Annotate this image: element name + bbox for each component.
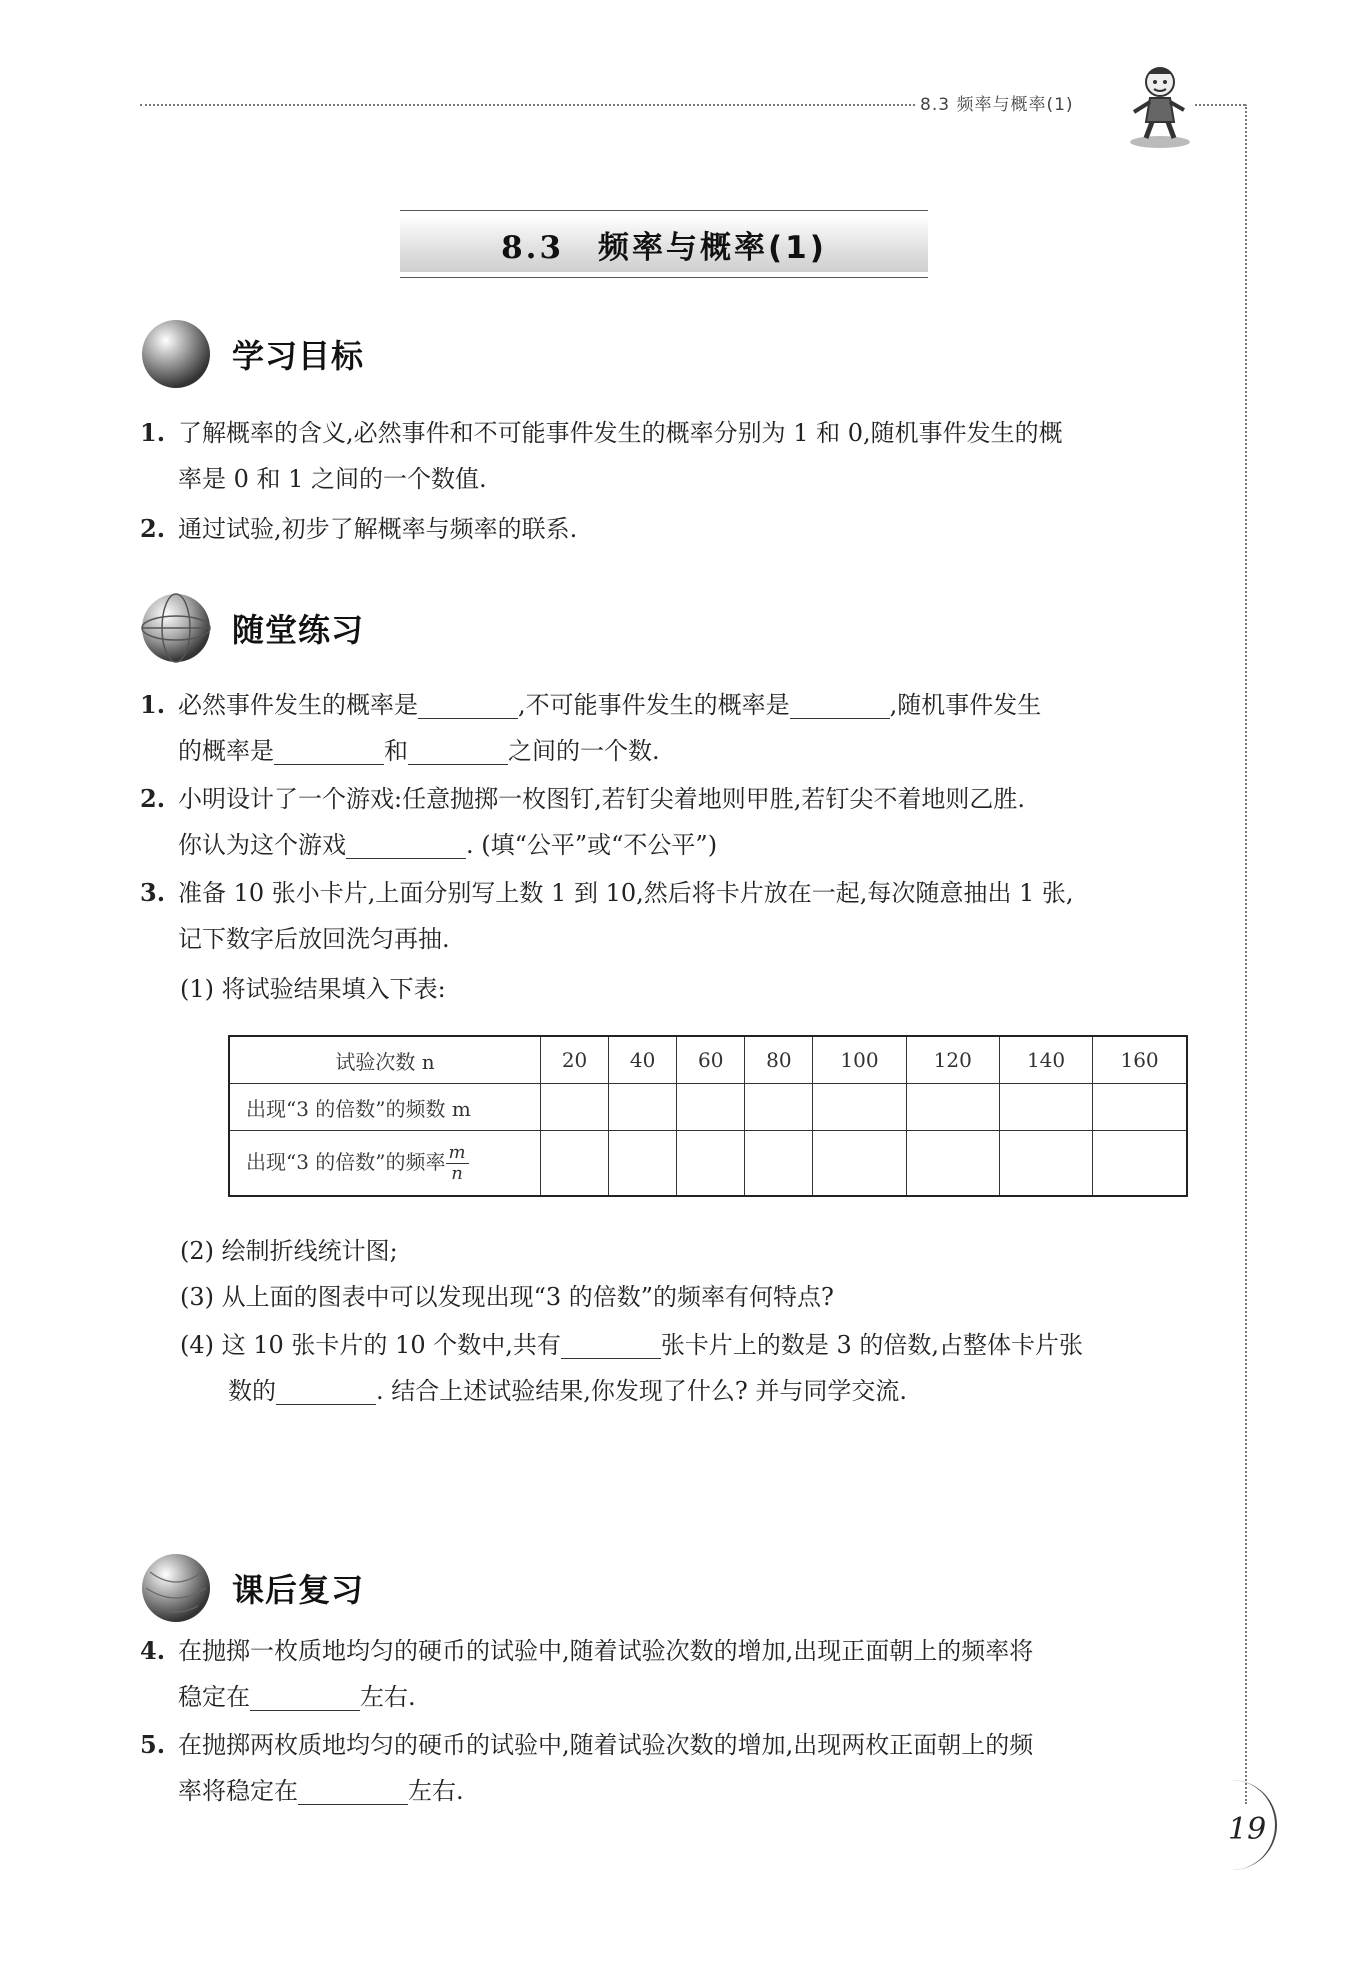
sub-question-1: (1) 将试验结果填入下表: xyxy=(180,975,446,1003)
sphere-icon xyxy=(140,1552,212,1624)
page-number: 19 xyxy=(1228,1812,1267,1847)
mascot-icon xyxy=(1120,60,1200,150)
table-input-cell[interactable] xyxy=(677,1084,745,1131)
review-question-4: 4. 在抛掷一枚质地均匀的硬币的试验中,随着试验次数的增加,出现正面朝上的频率将 稳定在 左右. xyxy=(140,1636,1034,1711)
answer-blank[interactable] xyxy=(790,688,890,719)
table-input-cell[interactable] xyxy=(1093,1131,1187,1197)
table-cell: 140 xyxy=(999,1036,1092,1084)
results-table xyxy=(228,1035,1188,1197)
table-input-cell[interactable] xyxy=(999,1131,1092,1197)
page-edge-dotted-rule xyxy=(1245,104,1247,1804)
fraction: $\frac{m}{n}$ xyxy=(446,1143,469,1184)
table-cell: 160 xyxy=(1093,1036,1187,1084)
table-input-cell[interactable] xyxy=(813,1084,906,1131)
goal-item: 2. 通过试验,初步了解概率与频率的联系. xyxy=(140,514,578,543)
table-input-cell[interactable] xyxy=(1093,1084,1187,1131)
answer-blank[interactable] xyxy=(418,688,518,719)
table-row xyxy=(229,1131,1187,1197)
table-input-cell[interactable] xyxy=(677,1131,745,1197)
answer-blank[interactable] xyxy=(561,1328,661,1359)
section-title: 随堂练习 xyxy=(232,611,365,649)
sub-question-2: (2) 绘制折线统计图; xyxy=(180,1237,398,1265)
header-dotted-rule-right xyxy=(1195,104,1245,106)
sub-question-4: (4) 这 10 张卡片的 10 个数中,共有 张卡片上的数是 3 的倍数,占整体卡片张 数的 . 结合上述试验结果,你发现了什么? 并与同学交流. xyxy=(180,1322,1200,1414)
answer-blank[interactable] xyxy=(346,828,466,859)
table-cell: 80 xyxy=(745,1036,813,1084)
table-input-cell[interactable] xyxy=(609,1131,677,1197)
section-title: 学习目标 xyxy=(232,337,365,375)
lesson-title xyxy=(400,210,928,278)
table-cell: 20 xyxy=(541,1036,609,1084)
table-row xyxy=(229,1036,1187,1084)
table-row-header: 出现“3 的倍数”的频率 $\frac{m}{n}$ xyxy=(229,1131,541,1197)
answer-blank[interactable] xyxy=(274,734,384,765)
table-cell: 60 xyxy=(677,1036,745,1084)
table-input-cell[interactable] xyxy=(999,1084,1092,1131)
table-input-cell[interactable] xyxy=(745,1131,813,1197)
lesson-title-text: 频率与概率(1) xyxy=(598,229,827,266)
section-goals-heading xyxy=(140,314,364,394)
section-title: 课后复习 xyxy=(232,1571,365,1609)
sphere-icon xyxy=(140,318,212,390)
table-row-header: 出现“3 的倍数”的频数 m xyxy=(229,1084,541,1131)
practice-question-3: 3. 准备 10 张小卡片,上面分别写上数 1 到 10,然后将卡片放在一起,每次随意抽出 1 张, 记下数字后放回洗匀再抽. xyxy=(140,878,1074,953)
table-cell: 40 xyxy=(609,1036,677,1084)
practice-question-1: 1. 必然事件发生的概率是 ,不可能事件发生的概率是 ,随机事件发生 的概率是 和 之间的一个数. xyxy=(140,690,1042,765)
running-title: 8.3 频率与概率(1) xyxy=(920,95,1074,115)
answer-blank[interactable] xyxy=(298,1774,408,1805)
header-dotted-rule xyxy=(140,104,915,106)
goal-item: 1. 了解概率的含义,必然事件和不可能事件发生的概率分别为 1 和 0,随机事件发生的概 率是 0 和 1 之间的一个数值. xyxy=(140,418,1063,493)
table-input-cell[interactable] xyxy=(906,1131,999,1197)
table-input-cell[interactable] xyxy=(745,1084,813,1131)
sub-question-3: (3) 从上面的图表中可以发现出现“3 的倍数”的频率有何特点? xyxy=(180,1283,834,1311)
lesson-number: 8.3 xyxy=(501,229,565,266)
table-cell: 120 xyxy=(906,1036,999,1084)
table-input-cell[interactable] xyxy=(541,1084,609,1131)
answer-blank[interactable] xyxy=(276,1374,376,1405)
section-practice-heading xyxy=(140,588,364,668)
table-input-cell[interactable] xyxy=(813,1131,906,1197)
table-row xyxy=(229,1084,1187,1131)
table-cell: 100 xyxy=(813,1036,906,1084)
table-input-cell[interactable] xyxy=(906,1084,999,1131)
globe-icon xyxy=(140,592,212,664)
review-question-5: 5. 在抛掷两枚质地均匀的硬币的试验中,随着试验次数的增加,出现两枚正面朝上的频 率将稳定在 左右. xyxy=(140,1730,1034,1805)
table-input-cell[interactable] xyxy=(541,1131,609,1197)
section-review-heading xyxy=(140,1548,364,1628)
table-input-cell[interactable] xyxy=(609,1084,677,1131)
table-row-header: 试验次数 n xyxy=(229,1036,541,1084)
answer-blank[interactable] xyxy=(250,1680,360,1711)
answer-blank[interactable] xyxy=(408,734,508,765)
practice-question-2: 2. 小明设计了一个游戏:任意抛掷一枚图钉,若钉尖着地则甲胜,若钉尖不着地则乙胜. 你认为这个游戏 . (填“公平”或“不公平”) xyxy=(140,784,1025,859)
